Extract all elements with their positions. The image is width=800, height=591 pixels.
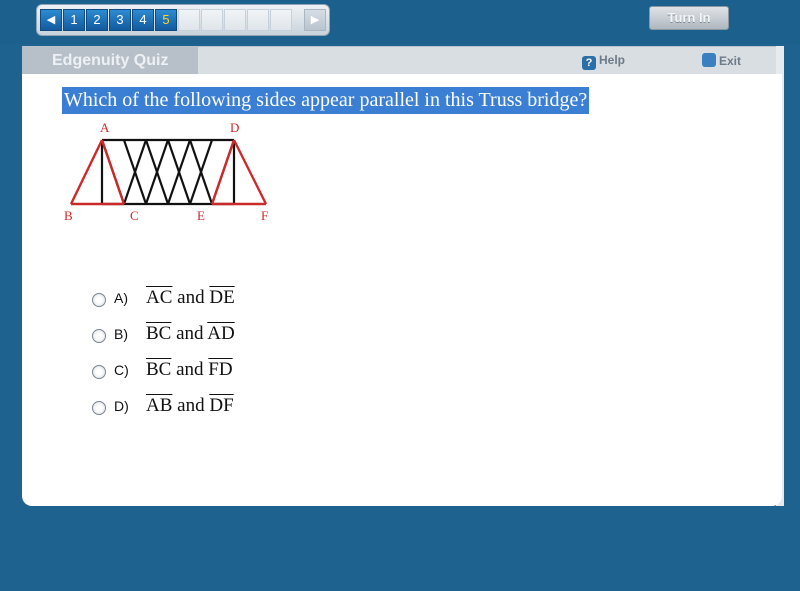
exit-label: Exit	[719, 54, 742, 68]
choice-letter: C)	[114, 362, 129, 378]
question-navigator	[36, 4, 330, 36]
exit-icon	[702, 53, 716, 67]
page-slot	[201, 9, 223, 31]
radio-button[interactable]	[92, 401, 106, 415]
help-button[interactable]	[582, 53, 625, 70]
segment-label: $\overline{BC}$	[146, 323, 172, 344]
quiz-title: Edgenuity Quiz	[22, 47, 198, 75]
segment-label: $\overline{AC}$	[146, 287, 173, 308]
help-label: Help	[599, 53, 626, 67]
page-slot	[270, 9, 292, 31]
segment-label: $\overline{DF}$	[209, 395, 234, 416]
vertex-label-b: B	[64, 208, 73, 223]
question-text: Which of the following sides appear parallel in this Truss bridge?	[62, 87, 589, 114]
choice-conjunction: and	[176, 359, 204, 380]
page-button-4[interactable]: 4	[132, 9, 154, 31]
page-slot	[224, 9, 246, 31]
radio-button[interactable]	[92, 329, 106, 343]
segment-label: $\overline{AB}$	[146, 395, 173, 416]
page-button-2[interactable]: 2	[86, 9, 108, 31]
help-icon: ?	[582, 56, 596, 70]
vertex-label-a: A	[100, 120, 110, 135]
choice-text	[146, 395, 234, 417]
radio-button[interactable]	[92, 293, 106, 307]
choice-letter: A)	[114, 290, 128, 306]
truss-bridge-diagram	[56, 116, 286, 228]
page-button-3[interactable]: 3	[109, 9, 131, 31]
choice-text	[146, 323, 235, 345]
choice-conjunction: and	[176, 323, 204, 344]
choice-letter: D)	[114, 398, 129, 414]
segment-de	[212, 140, 234, 204]
choice-text	[146, 359, 233, 381]
vertex-label-c: C	[130, 208, 139, 223]
radio-button[interactable]	[92, 365, 106, 379]
next-arrow-icon[interactable]: ▶	[304, 9, 326, 31]
segment-ac	[102, 140, 124, 204]
segment-label: $\overline{FD}$	[208, 359, 233, 380]
choice-conjunction: and	[177, 287, 205, 308]
page-button-5[interactable]: 5	[155, 9, 177, 31]
segment-ab	[71, 140, 102, 204]
segment-label: $\overline{DE}$	[209, 287, 235, 308]
page-button-1[interactable]: 1	[63, 9, 85, 31]
vertex-label-d: D	[230, 120, 240, 135]
exit-button[interactable]	[702, 53, 741, 68]
choice-text	[146, 287, 235, 309]
page-slot	[247, 9, 269, 31]
segment-label: $\overline{AD}$	[207, 323, 235, 344]
vertex-label-f: F	[261, 208, 269, 223]
vertex-label-e: E	[197, 208, 205, 223]
previous-arrow-icon[interactable]: ◀	[40, 9, 62, 31]
segment-df	[234, 140, 266, 204]
segment-label: $\overline{BC}$	[146, 359, 172, 380]
choice-conjunction: and	[177, 395, 205, 416]
quiz-header	[22, 46, 776, 75]
page-slot	[178, 9, 200, 31]
choice-letter: B)	[114, 326, 128, 342]
turn-in-button[interactable]: Turn In	[649, 6, 729, 30]
